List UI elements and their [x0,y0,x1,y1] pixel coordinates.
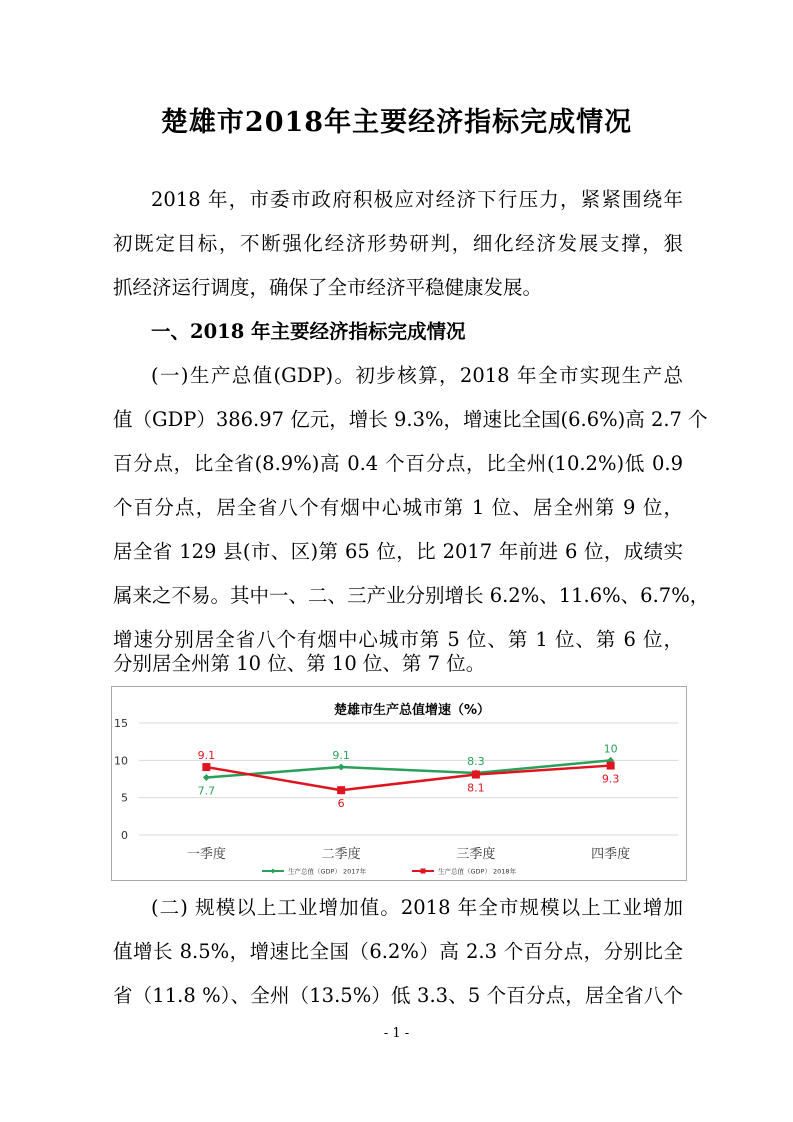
series-point [607,762,615,770]
data-label: 8.1 [467,781,485,795]
y-tick-label: 0 [121,829,128,842]
gdp-line-8: 分别居全州第 10 位、第 10 位、第 7 位。 [113,652,486,675]
intro-line-1: 2018 年，市委市政府积极应对经济下行压力，紧紧围绕年 [151,188,683,211]
x-category-label: 四季度 [591,847,631,862]
data-label: 6 [337,797,345,811]
industry-line-2: 值增长 8.5%，增速比全国（6.2%）高 2.3 个百分点，分别比全 [113,940,683,963]
x-category-label: 三季度 [456,847,496,862]
y-tick-label: 15 [114,717,128,730]
y-tick-label: 5 [121,791,128,805]
series-point [472,771,480,779]
data-label: 8.3 [467,755,485,769]
gdp-line-5: 居全省 129 县(市、区)第 65 位，比 2017 年前进 6 位，成绩实 [113,540,683,563]
gdp-line-1: (一)生产总值(GDP)。初步核算，2018 年全市实现生产总 [151,364,683,387]
y-tick-label: 10 [114,754,128,768]
data-label: 9.1 [197,749,216,763]
series-point [203,774,210,781]
industry-line-3: 省（11.8 %）、全州（13.5%）低 3.3、5 个百分点，居全省八个 [113,984,683,1007]
gdp-line-6: 属来之不易。其中一、二、三产业分别增长 6.2%、11.6%、6.7%， [113,584,710,607]
series-point [202,763,210,771]
data-label: 10 [603,742,618,756]
series-point [337,786,345,794]
legend-label: 生产总值（GDP） 2017年 [288,867,367,876]
chart-title: 楚雄市生产总值增速（%） [333,703,491,718]
section-heading: 一、2018 年主要经济指标完成情况 [151,320,466,343]
data-label: 9.3 [601,772,620,786]
intro-line-3: 抓经济运行调度，确保了全市经济平稳健康发展。 [113,276,543,299]
gdp-line-3: 百分点，比全省(8.9%)高 0.4 个百分点，比全州(10.2%)低 0.9 [113,452,683,475]
x-category-label: 一季度 [186,847,226,862]
gdp-growth-chart [111,686,687,881]
intro-line-2: 初既定目标，不断强化经济形势研判，细化经济发展支撑，狠 [113,232,683,255]
data-label: 7.7 [197,784,216,798]
x-category-label: 二季度 [321,847,361,862]
legend-marker [271,869,276,874]
gdp-line-4: 个百分点，居全省八个有烟中心城市第 1 位、居全州第 9 位， [113,496,683,519]
page-title: 楚雄市2018年主要经济指标完成情况 [160,107,633,138]
industry-line-1: (二) 规模以上工业增加值。2018 年全市规模以上工业增加 [151,896,683,919]
gdp-line-7: 增速分别居全省八个有烟中心城市第 5 位、第 1 位、第 6 位， [113,628,683,651]
data-label: 9.1 [332,749,350,763]
series-point [338,764,345,771]
chart-canvas [112,687,686,880]
legend-label: 生产总值（GDP） 2018年 [438,867,517,876]
legend-marker [421,869,426,874]
page-number: - 1 - [383,1026,410,1041]
gdp-line-2: 值（GDP）386.97 亿元，增长 9.3%，增速比全国(6.6%)高 2.7 个 [113,408,708,431]
